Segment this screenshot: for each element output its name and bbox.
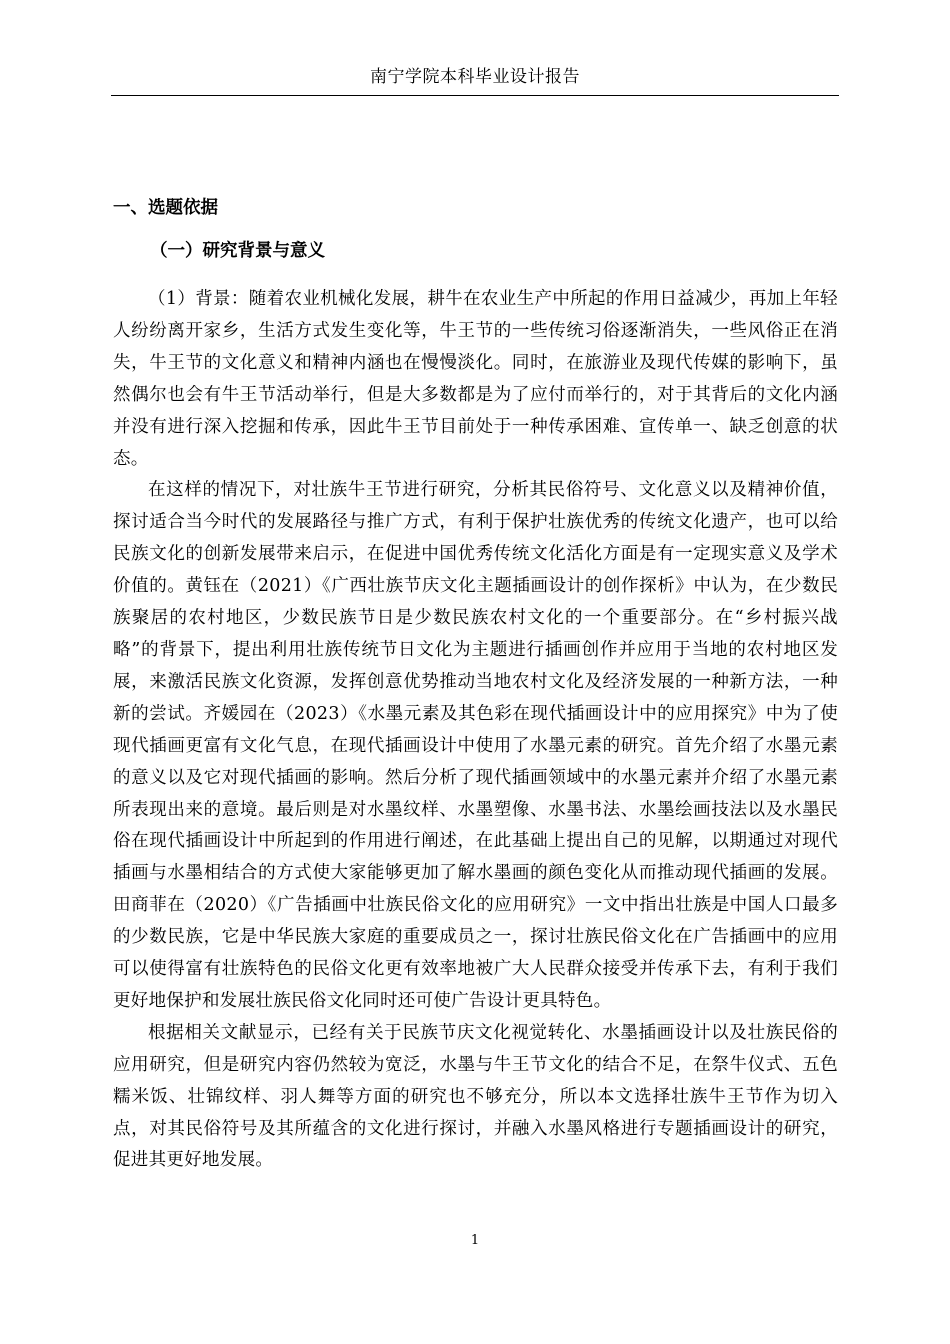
body-text (113, 284, 838, 1177)
page-header: 南宁学院本科毕业设计报告 (370, 67, 580, 87)
header-divider (111, 95, 839, 96)
paragraph-background: （1）背景：随着农业机械化发展，耕牛在农业生产中所起的作用日益减少，再加上年轻人纷纷离开家乡，生活方式发生变化等，牛王节的一些传统习俗逐渐消失，一些风俗正在消失，牛王节的文化意义和精神内涵也在慢慢淡化。同时，在旅游业及现代传媒的影响下，虽然偶尔也会有牛王节活动举行，但是大多数都是为了应付而举行的，对于其背后的文化内涵并没有进行深入挖掘和传承，因此牛王节目前处于一种传承困难、宣传单一、缺乏创意的状态。 (113, 289, 838, 469)
paragraph-literature-review: 在这样的情况下，对壮族牛王节进行研究，分析其民俗符号、文化意义以及精神价值，探讨适合当今时代的发展路径与推广方式，有利于保护壮族优秀的传统文化遗产，也可以给民族文化的创新发展带来启示，在促进中国优秀传统文化活化方面是有一定现实意义及学术价值的。黄钰在（2021）《广西壮族节庆文化主题插画设计的创作探析》中认为，在少数民族聚居的农村地区，少数民族节日是少数民族农村文化的一个重要部分。在“乡村振兴战略”的背景下，提出利用壮族传统节日文化为主题进行插画创作并应用于当地的农村地区发展，来激活民族文化资源，发挥创意优势推动当地农村文化及经济发展的一种新方法，一种新的尝试。齐媛园在（2023）《水墨元素及其色彩在现代插画设计中的应用探究》中为了使现代插画更富有文化气息，在现代插画设计中使用了水墨元素的研究。首先介绍了水墨元素的意义以及它对现代插画的影响。然后分析了现代插画领域中的水墨元素并介绍了水墨元素所表现出来的意境。最后则是对水墨纹样、水墨塑像、水墨书法、水墨绘画技法以及水墨民俗在现代插画设计中所起到的作用进行阐述，在此基础上提出自己的见解，以期通过对现代插画与水墨相结合的方式使大家能够更加了解水墨画的颜色变化从而推动现代插画的发展。田商菲在（2020）《广告插画中壮族民俗文化的应用研究》一文中指出壮族是中国人口最多的少数民族，它是中华民族大家庭的重要成员之一，探讨壮族民俗文化在广告插画中的应用可以使得富有壮族特色的民俗文化更有效率地被广大人民群众接受并传承下去，有利于我们更好地保护和发展壮族民俗文化同时还可使广告设计更具特色。 (113, 480, 838, 1011)
subsection-heading: （一）研究背景与意义 (150, 241, 325, 261)
section-heading: 一、选题依据 (113, 198, 218, 218)
page-number: 1 (470, 1233, 480, 1248)
paragraph-research-gap: 根据相关文献显示，已经有关于民族节庆文化视觉转化、水墨插画设计以及壮族民俗的应用研究，但是研究内容仍然较为宽泛，水墨与牛王节文化的结合不足，在祭牛仪式、五色糯米饭、壮锦纹样、羽人舞等方面的研究也不够充分，所以本文选择壮族牛王节作为切入点，对其民俗符号及其所蕴含的文化进行探讨，并融入水墨风格进行专题插画设计的研究，促进其更好地发展。 (113, 1022, 838, 1171)
